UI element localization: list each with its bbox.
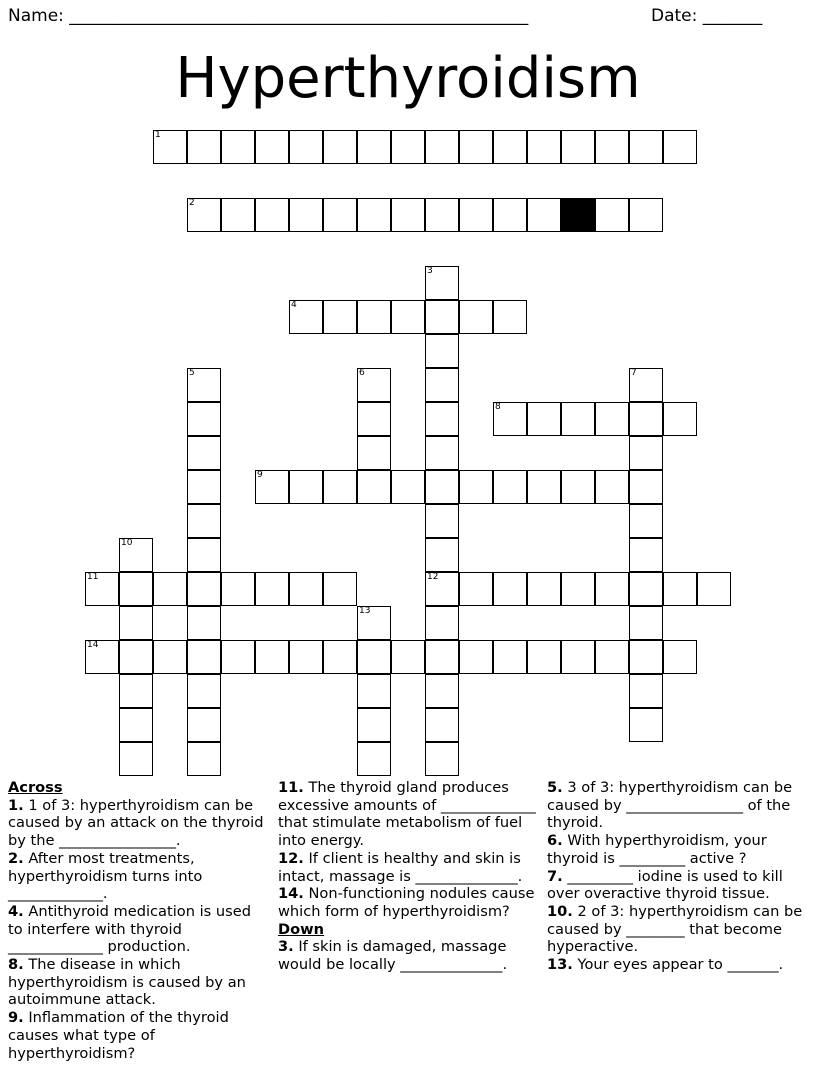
grid-cell[interactable]: [119, 572, 153, 606]
clue-item-number: 4.: [8, 902, 24, 920]
clue-item-text: 3 of 3: hyperthyroidism can be caused by ________________ of the thyroid.: [547, 779, 793, 832]
grid-cell[interactable]: [425, 606, 459, 640]
grid-cell[interactable]: [187, 572, 221, 606]
clue-item-number: 12.: [278, 849, 304, 867]
grid-cell[interactable]: [425, 402, 459, 436]
grid-cell[interactable]: [119, 674, 153, 708]
clue-item-text: If client is healthy and skin is intact, massage is ______________.: [278, 849, 523, 885]
grid-cell[interactable]: [595, 402, 629, 436]
grid-cell[interactable]: [425, 368, 459, 402]
grid-cell[interactable]: [425, 572, 459, 606]
grid-cell[interactable]: [425, 334, 459, 368]
grid-cell[interactable]: [85, 572, 119, 606]
clue-item-number: 6.: [547, 832, 563, 850]
grid-cell[interactable]: [425, 742, 459, 776]
grid-cell[interactable]: [629, 198, 663, 232]
grid-cell[interactable]: [493, 402, 527, 436]
grid-cell[interactable]: [187, 436, 221, 470]
grid-cell[interactable]: [187, 198, 221, 232]
clue-item: [547, 903, 809, 956]
grid-cell[interactable]: [629, 572, 663, 606]
grid-cell[interactable]: [629, 640, 663, 674]
grid-cell[interactable]: [357, 708, 391, 742]
grid-cell[interactable]: [425, 436, 459, 470]
grid-cell[interactable]: [357, 674, 391, 708]
grid-cell[interactable]: [323, 470, 357, 504]
grid-cell[interactable]: [629, 504, 663, 538]
clue-item: [8, 903, 270, 956]
grid-cell[interactable]: [629, 674, 663, 708]
clue-item-number: 9.: [8, 1009, 24, 1027]
clue-item: [278, 885, 540, 920]
clue-item-number: 10.: [547, 902, 573, 920]
date-field-label: Date: _______: [651, 6, 763, 26]
clue-number: 4: [291, 300, 297, 310]
grid-cell[interactable]: [493, 640, 527, 674]
grid-cell[interactable]: [323, 640, 357, 674]
grid-cell[interactable]: [425, 674, 459, 708]
clue-item-number: 1.: [8, 796, 24, 814]
grid-cell[interactable]: [289, 640, 323, 674]
clue-item-number: 11.: [278, 779, 304, 796]
grid-cell[interactable]: [629, 708, 663, 742]
grid-cell[interactable]: [119, 742, 153, 776]
grid-cell[interactable]: [187, 130, 221, 164]
grid-cell[interactable]: [425, 708, 459, 742]
grid-cell[interactable]: [425, 266, 459, 300]
grid-cell[interactable]: [221, 640, 255, 674]
clue-item: [8, 797, 270, 850]
clue-item-text: With hyperthyroidism, your thyroid is _________ active ?: [547, 832, 767, 867]
grid-cell[interactable]: [221, 198, 255, 232]
grid-cell[interactable]: [425, 198, 459, 232]
grid-cell[interactable]: [493, 300, 527, 334]
grid-cell[interactable]: [187, 742, 221, 776]
grid-cell[interactable]: [289, 470, 323, 504]
clue-item-number: 3.: [278, 938, 294, 956]
grid-cell[interactable]: [221, 572, 255, 606]
grid-cell[interactable]: [629, 436, 663, 470]
clue-number: 14: [87, 640, 99, 650]
clue-item-text: Non-functioning nodules cause which form of hyperthyroidism?: [278, 885, 535, 920]
grid-cell[interactable]: [493, 130, 527, 164]
grid-cell[interactable]: [425, 538, 459, 572]
grid-cell[interactable]: [527, 572, 561, 606]
grid-cell[interactable]: [459, 572, 493, 606]
clue-number: 5: [189, 368, 195, 378]
grid-cell[interactable]: [323, 198, 357, 232]
grid-cell[interactable]: [595, 198, 629, 232]
grid-cell[interactable]: [255, 640, 289, 674]
clue-item: [8, 956, 270, 1009]
grid-cell[interactable]: [561, 572, 595, 606]
grid-cell[interactable]: [187, 504, 221, 538]
clue-item: [547, 832, 809, 867]
grid-cell[interactable]: [187, 470, 221, 504]
clues-column-3: [547, 779, 809, 974]
clue-item: [278, 779, 540, 850]
grid-cell[interactable]: [357, 198, 391, 232]
grid-cell[interactable]: [629, 368, 663, 402]
black-cell: [561, 198, 595, 232]
grid-cell[interactable]: [187, 402, 221, 436]
grid-cell[interactable]: [187, 674, 221, 708]
clue-item: [547, 868, 809, 903]
grid-cell[interactable]: [561, 130, 595, 164]
grid-cell[interactable]: [425, 504, 459, 538]
grid-cell[interactable]: [663, 130, 697, 164]
across-heading: Across: [8, 779, 63, 796]
grid-cell[interactable]: [459, 640, 493, 674]
clue-item-text: Antithyroid medication is used to interfere with thyroid _____________ production.: [8, 902, 251, 956]
clue-number: 7: [631, 368, 637, 378]
grid-cell[interactable]: [425, 300, 459, 334]
grid-cell[interactable]: [221, 130, 255, 164]
grid-cell[interactable]: [629, 538, 663, 572]
grid-cell[interactable]: [595, 640, 629, 674]
grid-cell[interactable]: [595, 470, 629, 504]
grid-cell[interactable]: [527, 402, 561, 436]
clue-number: 13: [359, 606, 371, 616]
clue-item: [8, 850, 270, 903]
clue-number: 8: [495, 402, 501, 412]
grid-cell[interactable]: [357, 368, 391, 402]
clue-item-text: Inflammation of the thyroid causes what type of hyperthyroidism?: [8, 1009, 229, 1062]
grid-cell[interactable]: [561, 640, 595, 674]
grid-cell[interactable]: [289, 130, 323, 164]
grid-cell[interactable]: [187, 368, 221, 402]
grid-cell[interactable]: [663, 402, 697, 436]
grid-cell[interactable]: [187, 538, 221, 572]
grid-cell[interactable]: [357, 130, 391, 164]
grid-cell[interactable]: [391, 640, 425, 674]
grid-cell[interactable]: [459, 300, 493, 334]
grid-cell[interactable]: [391, 130, 425, 164]
clue-item-text: If skin is damaged, massage would be locally ______________.: [278, 938, 508, 974]
grid-cell[interactable]: [323, 572, 357, 606]
clue-item: [278, 850, 540, 885]
down-heading: Down: [278, 920, 325, 938]
grid-cell[interactable]: [527, 470, 561, 504]
grid-cell[interactable]: [255, 470, 289, 504]
grid-cell[interactable]: [323, 130, 357, 164]
grid-cell[interactable]: [323, 300, 357, 334]
grid-cell[interactable]: [527, 198, 561, 232]
grid-cell[interactable]: [357, 742, 391, 776]
clue-item-number: 14.: [278, 885, 304, 903]
grid-cell[interactable]: [493, 470, 527, 504]
grid-cell[interactable]: [595, 130, 629, 164]
grid-cell[interactable]: [187, 606, 221, 640]
grid-cell[interactable]: [629, 606, 663, 640]
grid-cell[interactable]: [459, 130, 493, 164]
clue-number: 2: [189, 198, 195, 208]
grid-cell[interactable]: [527, 130, 561, 164]
clue-number: 3: [427, 266, 433, 276]
grid-cell[interactable]: [391, 470, 425, 504]
grid-cell[interactable]: [289, 300, 323, 334]
grid-cell[interactable]: [561, 470, 595, 504]
grid-cell[interactable]: [187, 708, 221, 742]
grid-cell[interactable]: [493, 572, 527, 606]
clue-item: [278, 938, 540, 973]
grid-cell[interactable]: [595, 572, 629, 606]
grid-cell[interactable]: [629, 470, 663, 504]
grid-cell[interactable]: [629, 402, 663, 436]
clue-item-number: 5.: [547, 779, 563, 796]
grid-cell[interactable]: [153, 130, 187, 164]
grid-cell[interactable]: [663, 572, 697, 606]
clue-item-text: Your eyes appear to _______.: [572, 956, 784, 974]
grid-cell[interactable]: [119, 708, 153, 742]
clue-item-text: _________ iodine is used to kill over overactive thyroid tissue.: [547, 867, 783, 903]
grid-cell[interactable]: [425, 640, 459, 674]
clue-number: 9: [257, 470, 263, 480]
clue-number: 6: [359, 368, 365, 378]
grid-cell[interactable]: [391, 198, 425, 232]
clue-item: [547, 956, 809, 974]
clues-column-2: [278, 779, 540, 974]
grid-cell[interactable]: [561, 402, 595, 436]
grid-cell[interactable]: [425, 130, 459, 164]
grid-cell[interactable]: [663, 640, 697, 674]
clue-item-number: 8.: [8, 956, 24, 974]
name-field-label: Name: ______________________________________________________: [8, 6, 529, 26]
clue-item-text: The thyroid gland produces excessive amounts of _____________ that stimulate metabolism of fuel into energy.: [278, 779, 536, 850]
grid-cell[interactable]: [187, 640, 221, 674]
clue-item-text: The disease in which hyperthyroidism is caused by an autoimmune attack.: [8, 956, 246, 1009]
clues-column-1: [8, 779, 270, 1062]
page-title: Hyperthyroidism: [175, 46, 641, 111]
grid-cell[interactable]: [493, 198, 527, 232]
grid-cell[interactable]: [255, 130, 289, 164]
clue-number: 12: [427, 572, 439, 582]
clue-number: 10: [121, 538, 133, 548]
grid-cell[interactable]: [255, 572, 289, 606]
grid-cell[interactable]: [629, 130, 663, 164]
grid-cell[interactable]: [153, 572, 187, 606]
grid-cell[interactable]: [357, 470, 391, 504]
clue-item: [8, 1009, 270, 1062]
grid-cell[interactable]: [459, 470, 493, 504]
clue-item-number: 2.: [8, 849, 24, 867]
grid-cell[interactable]: [357, 606, 391, 640]
grid-cell[interactable]: [357, 640, 391, 674]
grid-cell[interactable]: [289, 198, 323, 232]
clue-number: 1: [155, 130, 161, 140]
grid-cell[interactable]: [85, 640, 119, 674]
grid-cell[interactable]: [357, 436, 391, 470]
clue-item-text: 1 of 3: hyperthyroidism can be caused by an attack on the thyroid by the ________________.: [8, 796, 264, 850]
clue-item-number: 13.: [547, 956, 573, 974]
grid-cell[interactable]: [527, 640, 561, 674]
grid-cell[interactable]: [357, 402, 391, 436]
grid-cell[interactable]: [119, 640, 153, 674]
clue-number: 11: [87, 572, 99, 582]
grid-cell[interactable]: [697, 572, 731, 606]
clue-item-text: After most treatments, hyperthyroidism turns into _____________.: [8, 849, 203, 903]
clue-item: [547, 779, 809, 832]
grid-cell[interactable]: [153, 640, 187, 674]
grid-cell[interactable]: [289, 572, 323, 606]
grid-cell[interactable]: [459, 198, 493, 232]
grid-cell[interactable]: [119, 606, 153, 640]
grid-cell[interactable]: [119, 538, 153, 572]
grid-cell[interactable]: [357, 300, 391, 334]
grid-cell[interactable]: [391, 300, 425, 334]
grid-cell[interactable]: [255, 198, 289, 232]
clue-item-text: 2 of 3: hyperthyroidism can be caused by ________ that become hyperactive.: [547, 902, 803, 956]
clue-item-number: 7.: [547, 867, 563, 885]
grid-cell[interactable]: [425, 470, 459, 504]
